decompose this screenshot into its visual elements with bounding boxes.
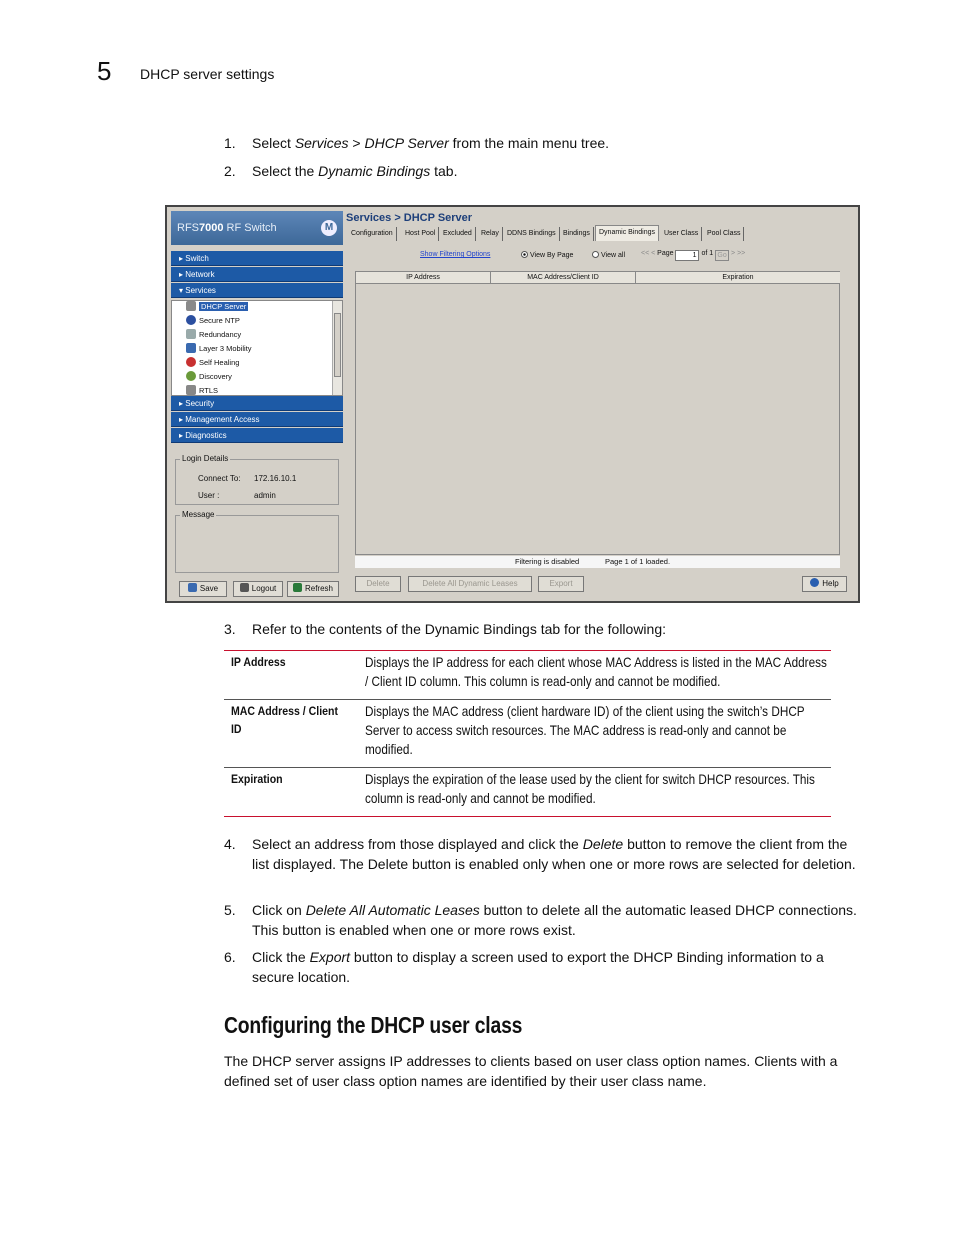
delete-all-dynamic-leases-button[interactable]: Delete All Dynamic Leases bbox=[408, 576, 532, 592]
pager-prev[interactable]: << < bbox=[641, 250, 656, 257]
discovery-icon bbox=[186, 371, 196, 381]
table-row bbox=[224, 768, 831, 816]
nav-label: Management Access bbox=[185, 415, 260, 424]
step-5 bbox=[224, 901, 864, 940]
nav-label: Diagnostics bbox=[185, 431, 227, 440]
rtls-icon bbox=[186, 385, 196, 395]
radio-label: View By Page bbox=[530, 252, 574, 259]
tree-label: RTLS bbox=[199, 386, 219, 395]
show-filtering-options-link[interactable]: Show Filtering Options bbox=[420, 251, 491, 258]
view-all-radio[interactable] bbox=[592, 251, 625, 259]
column-expiration[interactable]: Expiration bbox=[636, 272, 840, 284]
save-icon bbox=[188, 583, 197, 592]
user-value: admin bbox=[254, 491, 276, 500]
chapter-title: DHCP server settings bbox=[140, 66, 275, 82]
radio-selected-icon bbox=[521, 251, 528, 258]
button-label: Save bbox=[199, 584, 219, 593]
step-number: 2. bbox=[224, 163, 236, 179]
mobility-icon bbox=[186, 343, 196, 353]
tree-label: Secure NTP bbox=[199, 316, 240, 325]
page-input[interactable]: 1 bbox=[675, 250, 699, 261]
step-text: Select the bbox=[252, 163, 319, 179]
logout-icon bbox=[240, 583, 249, 592]
definition-description: Displays the expiration of the lease used by the client for switch DHCP resources. This column is read-only and cannot be modified. bbox=[365, 771, 815, 806]
definition-term: Expiration bbox=[231, 772, 283, 786]
nav-network[interactable]: ▸ Network bbox=[171, 267, 343, 282]
step-emphasis: Services bbox=[294, 135, 349, 151]
step-text: Select an address from those displayed and click the bbox=[252, 836, 583, 852]
table-row bbox=[224, 700, 831, 768]
step-2 bbox=[224, 162, 864, 182]
healing-icon bbox=[186, 357, 196, 367]
definition-term: MAC Address / Client ID bbox=[231, 704, 338, 736]
user-label: User : bbox=[198, 491, 220, 500]
definition-description: Displays the MAC address (client hardware ID) of the client using the switch’s DHCP Server to access switch resources. The MAC address is read-only and cannot be modified. bbox=[365, 703, 805, 757]
tab-excluded[interactable]: Excluded bbox=[440, 227, 476, 241]
button-label: Logout bbox=[251, 584, 277, 593]
login-details-group bbox=[175, 454, 339, 505]
tree-item-secure-ntp[interactable] bbox=[186, 315, 240, 327]
nav-label: Switch bbox=[185, 254, 209, 263]
motorola-logo-icon: M bbox=[321, 220, 337, 236]
section-heading: Configuring the DHCP user class bbox=[224, 1012, 523, 1038]
help-button[interactable] bbox=[802, 576, 847, 592]
radio-label: View all bbox=[601, 252, 625, 259]
help-icon bbox=[810, 578, 819, 587]
tree-item-discovery[interactable] bbox=[186, 371, 232, 383]
nav-security[interactable]: ▸ Security bbox=[171, 396, 343, 411]
brand-suffix: RF Switch bbox=[223, 222, 277, 234]
step-3 bbox=[224, 620, 864, 640]
group-legend: Message bbox=[182, 510, 215, 519]
go-button[interactable]: Go bbox=[715, 250, 729, 261]
dynamic-bindings-grid[interactable] bbox=[355, 271, 840, 555]
tree-label: Self Healing bbox=[199, 358, 240, 367]
tree-item-layer3-mobility[interactable] bbox=[186, 343, 252, 355]
delete-button[interactable]: Delete bbox=[355, 576, 401, 592]
left-panel bbox=[169, 209, 345, 601]
grid-toolbar bbox=[346, 249, 858, 263]
step-text: Click the bbox=[252, 949, 310, 965]
chapter-number: 5 bbox=[97, 56, 112, 86]
step-emphasis: Delete All Automatic Leases bbox=[305, 902, 480, 918]
brand-prefix: RFS bbox=[177, 222, 199, 234]
tab-host-pool[interactable]: Host Pool bbox=[402, 227, 439, 241]
tab-pool-class[interactable]: Pool Class bbox=[704, 227, 744, 241]
step-text: button to delete all the automatic leased DHCP connections. This button is enabled when one or more rows exist. bbox=[252, 902, 857, 938]
export-button[interactable]: Export bbox=[538, 576, 584, 592]
nav-switch[interactable]: ▸ Switch bbox=[171, 251, 343, 266]
column-mac-address[interactable]: MAC Address/Client ID bbox=[491, 272, 636, 284]
panel-title: Services > DHCP Server bbox=[346, 212, 473, 224]
connect-value: 172.16.10.1 bbox=[254, 474, 297, 483]
refresh-icon bbox=[293, 583, 302, 592]
server-icon bbox=[186, 301, 196, 311]
nav-services[interactable]: ▾ Services bbox=[171, 283, 343, 298]
field-definitions-table bbox=[224, 650, 831, 817]
step-6 bbox=[224, 948, 864, 987]
services-tree[interactable] bbox=[171, 300, 343, 396]
view-by-page-radio[interactable] bbox=[521, 251, 573, 259]
tab-bindings[interactable]: Bindings bbox=[560, 227, 594, 241]
step-number: 6. bbox=[224, 949, 236, 965]
definition-term: IP Address bbox=[231, 655, 286, 669]
tab-user-class[interactable]: User Class bbox=[661, 227, 702, 241]
nav-diagnostics[interactable]: ▸ Diagnostics bbox=[171, 428, 343, 443]
step-text: Click on bbox=[252, 902, 306, 918]
switch-ui-screenshot bbox=[165, 205, 860, 603]
group-legend: Login Details bbox=[182, 454, 229, 463]
column-ip-address[interactable]: IP Address bbox=[356, 272, 491, 284]
step-text: Select bbox=[252, 135, 295, 151]
pager-label: Page bbox=[657, 250, 674, 257]
clock-icon bbox=[186, 315, 196, 325]
step-text: > bbox=[348, 135, 365, 151]
definition-description: Displays the IP address for each client whose MAC Address is listed in the MAC Address / Client ID column. This column is read-only and cannot be modified. bbox=[365, 654, 827, 689]
tree-item-dhcp-server[interactable] bbox=[186, 301, 248, 313]
pager-of: of 1 bbox=[701, 250, 714, 257]
radio-icon bbox=[592, 251, 599, 258]
step-emphasis: DHCP Server bbox=[364, 135, 449, 151]
step-number: 5. bbox=[224, 902, 236, 918]
step-text: tab. bbox=[430, 163, 458, 179]
nav-management-access[interactable]: ▸ Management Access bbox=[171, 412, 343, 427]
tab-configuration[interactable]: Configuration bbox=[348, 227, 397, 241]
step-text: from the main menu tree. bbox=[448, 135, 610, 151]
button-label: Help bbox=[822, 579, 839, 588]
step-number: 3. bbox=[224, 621, 236, 637]
tree-item-self-healing[interactable] bbox=[186, 357, 239, 369]
brand-header bbox=[171, 211, 343, 245]
step-emphasis: Export bbox=[309, 949, 351, 965]
step-number: 1. bbox=[224, 135, 236, 151]
table-row bbox=[224, 651, 831, 700]
status-bar bbox=[355, 556, 840, 568]
load-status: Page 1 of 1 loaded. bbox=[605, 557, 671, 566]
nav-label: Network bbox=[185, 270, 215, 279]
step-number: 4. bbox=[224, 836, 236, 852]
button-label: Refresh bbox=[304, 584, 333, 593]
right-panel bbox=[346, 209, 858, 601]
tree-item-rtls[interactable] bbox=[186, 385, 218, 396]
step-emphasis: Dynamic Bindings bbox=[318, 163, 431, 179]
step-emphasis: Delete bbox=[582, 836, 624, 852]
step-text: button to display a screen used to export the DHCP Binding information to a secure location. bbox=[252, 949, 824, 985]
filter-status: Filtering is disabled bbox=[515, 557, 580, 566]
tab-ddns-bindings[interactable]: DDNS Bindings bbox=[504, 227, 560, 241]
step-text: Refer to the contents of the Dynamic Bindings tab for the following: bbox=[252, 621, 667, 637]
brand-model: 7000 bbox=[199, 222, 224, 234]
refresh-button[interactable] bbox=[287, 581, 339, 597]
tree-label: Discovery bbox=[199, 372, 232, 381]
logout-button[interactable] bbox=[233, 581, 283, 597]
message-group bbox=[175, 510, 339, 573]
step-1 bbox=[224, 134, 864, 154]
pager-next[interactable]: > >> bbox=[731, 250, 746, 257]
tree-label: DHCP Server bbox=[201, 302, 247, 311]
section-paragraph: The DHCP server assigns IP addresses to clients based on user class option names. Clients with a defined set of user class option names are identified by their user class name. bbox=[224, 1053, 838, 1089]
step-text: button to remove the client from the list displayed. The Delete button is enabled only when one or more rows are selected for deletion. bbox=[252, 836, 856, 872]
tree-label: Layer 3 Mobility bbox=[199, 344, 252, 353]
tree-item-redundancy[interactable] bbox=[186, 329, 241, 341]
tab-dynamic-bindings[interactable]: Dynamic Bindings bbox=[595, 225, 659, 241]
pager bbox=[641, 250, 745, 261]
tab-relay[interactable]: Relay bbox=[478, 227, 503, 241]
save-button[interactable] bbox=[179, 581, 227, 597]
redundancy-icon bbox=[186, 329, 196, 339]
nav-label: Security bbox=[185, 399, 215, 408]
scrollbar-thumb[interactable] bbox=[334, 313, 341, 377]
tree-scrollbar[interactable] bbox=[332, 301, 342, 395]
nav-label: Services bbox=[185, 286, 216, 295]
connect-label: Connect To: bbox=[198, 474, 241, 483]
step-4 bbox=[224, 835, 864, 874]
tree-label: Redundancy bbox=[199, 330, 242, 339]
